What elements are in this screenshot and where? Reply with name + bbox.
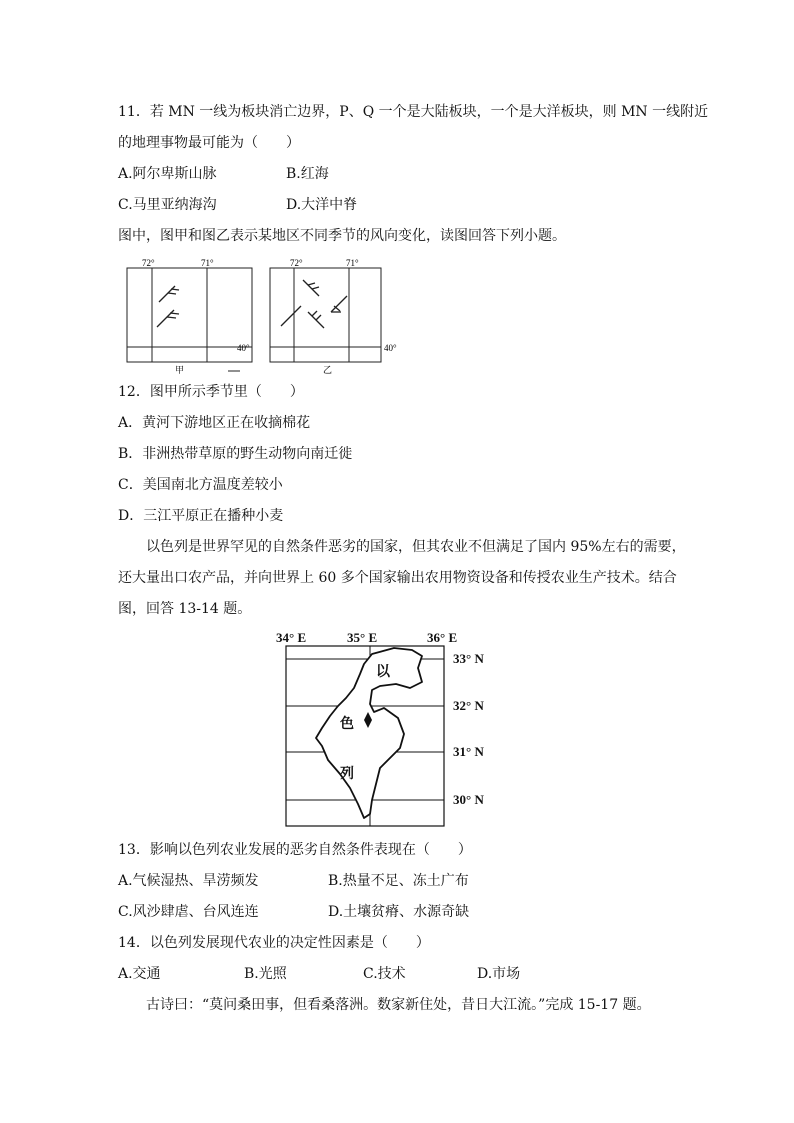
q13-option-c: C.风沙肆虐、台风连连 (118, 904, 259, 920)
israel-outline (316, 648, 422, 818)
israel-intro-line3: 图，回答 13-14 题。 (118, 601, 252, 617)
wind-barb-1 (159, 286, 179, 302)
panel-b-lon-left: 72° (290, 258, 303, 268)
wind-figure (118, 256, 408, 376)
panel-b-caption: 乙 (323, 365, 333, 375)
wind-barb-3 (303, 280, 319, 296)
q14-option-b: B.光照 (244, 966, 287, 982)
wind-intro: 图中，图甲和图乙表示某地区不同季节的风向变化，读图回答下列小题。 (118, 228, 566, 244)
q14-stem: 14．以色列发展现代农业的决定性因素是（ ） (118, 935, 430, 951)
q12-option-b: B．非洲热带草原的野生动物向南迁徙 (118, 446, 353, 462)
q12-stem: 12．图甲所示季节里（ ） (118, 384, 304, 400)
wind-barb-4 (281, 306, 301, 326)
q13-option-b: B.热量不足、冻土广布 (328, 873, 469, 889)
country-char-2: 色 (340, 717, 354, 732)
lat-30-label: 30° N (453, 792, 484, 807)
panel-a-lon-left: 72° (142, 258, 155, 268)
wind-barb-6 (331, 296, 347, 312)
panel-b-lon-right: 71° (346, 258, 359, 268)
panel-a-lon-right: 71° (201, 258, 214, 268)
q11-option-c: C.马里亚纳海沟 (118, 197, 217, 213)
israel-intro-line1: 以色列是世界罕见的自然条件恶劣的国家，但其农业不但满足了国内 95%左右的需要， (146, 539, 686, 555)
q14-option-d: D.市场 (477, 966, 521, 982)
q11-stem-line2: 的地理事物最可能为（ ） (118, 135, 300, 151)
q12-option-d: D．三江平原正在播种小麦 (118, 508, 284, 524)
lon-35-label: 35° E (347, 630, 378, 645)
lon-36-label: 36° E (427, 630, 458, 645)
panel-a-caption: 甲 (175, 365, 185, 375)
country-char-1: 以 (376, 665, 390, 680)
q11-stem-line1: 11．若 MN 一线为板块消亡边界，P、Q 一个是大陆板块，一个是大洋板块，则 MN 一线附近 (118, 104, 709, 120)
lon-34-label: 34° E (276, 630, 307, 645)
country-char-3: 列 (340, 767, 354, 782)
q13-option-a: A.气候湿热、旱涝频发 (118, 873, 259, 889)
lat-33-label: 33° N (453, 651, 484, 666)
panel-b-lat: 40° (384, 343, 397, 353)
q13-stem: 13．影响以色列农业发展的恶劣自然条件表现在（ ） (118, 842, 472, 858)
wind-barb-2 (157, 310, 179, 327)
lat-31-label: 31° N (453, 744, 484, 759)
q12-option-c: C．美国南北方温度差较小 (118, 477, 283, 493)
wind-panel-b (270, 258, 397, 375)
israel-map (272, 628, 512, 830)
wind-barb-5 (308, 311, 324, 328)
q14-option-a: A.交通 (118, 966, 161, 982)
q13-option-d: D.土壤贫瘠、水源奇缺 (328, 904, 470, 920)
poem-line: 古诗曰：“莫问桑田事，但看桑落洲。数家新住处，昔日大江流。”完成 15-17 题。 (146, 997, 651, 1013)
q14-option-c: C.技术 (363, 966, 406, 982)
panel-a-lat: 40° (237, 343, 250, 353)
q11-option-d: D.大洋中脊 (286, 197, 358, 213)
q11-option-a: A.阿尔卑斯山脉 (118, 166, 217, 182)
lat-32-label: 32° N (453, 698, 484, 713)
wind-panel-a (127, 258, 252, 375)
q12-option-a: A．黄河下游地区正在收摘棉花 (118, 415, 311, 431)
israel-intro-line2: 还大量出口农产品，并向世界上 60 多个国家输出农用物资设备和传授农业生产技术。结合 (118, 570, 677, 586)
q11-option-b: B.红海 (286, 166, 329, 182)
